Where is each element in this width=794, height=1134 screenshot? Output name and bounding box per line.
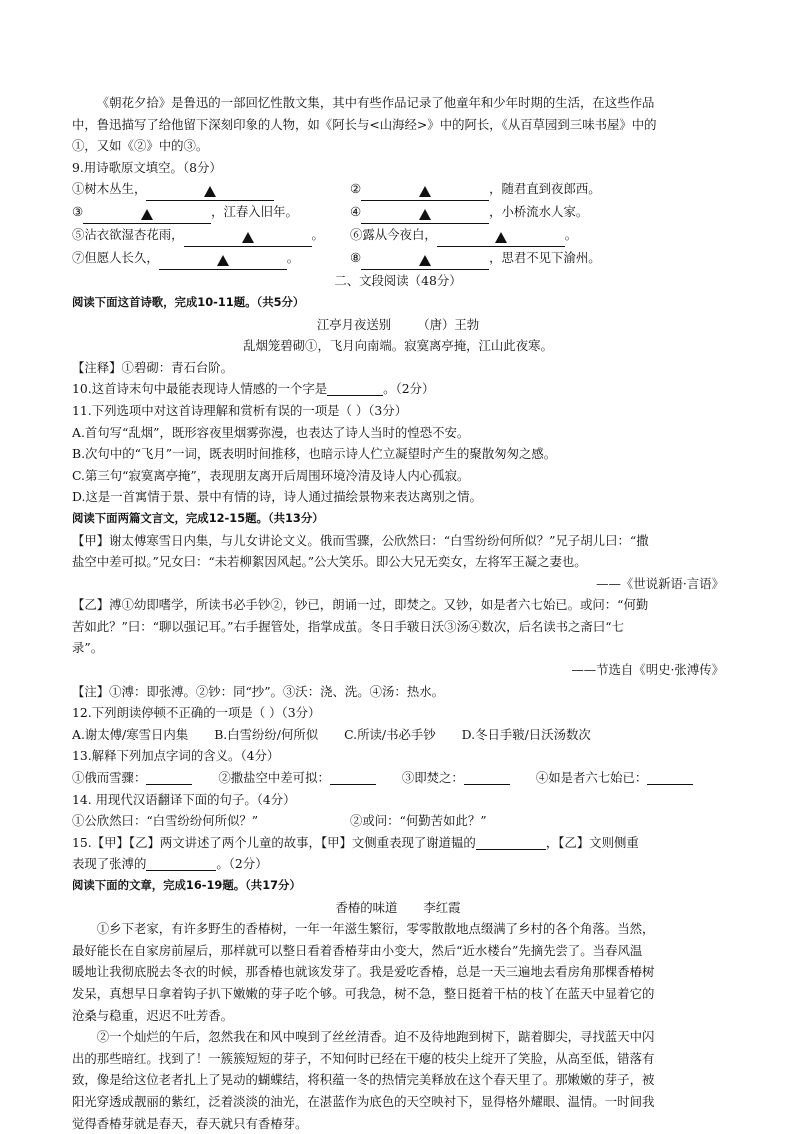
q12-option-d: D.冬日手皲/日沃汤数次 bbox=[461, 726, 591, 742]
q9-title: 9.用诗歌原文填空。（8分） bbox=[72, 159, 222, 175]
q15-line-1: 15.【甲】【乙】两文讲述了两个儿童的故事，【甲】文侧重表现了谢道韫的 ，【乙】文则侧重 bbox=[72, 834, 639, 850]
answer-blank[interactable] bbox=[159, 255, 287, 270]
essay-p1-line-3: 暖地让我彻底脱去冬衣的时候，那香椿也就该发芽了。我是爱吃香椿，总是一天三遍地去看房角那棵香椿树 bbox=[72, 964, 655, 980]
q9-row-3 bbox=[72, 224, 724, 247]
answer-blank[interactable] bbox=[83, 209, 211, 224]
passage-yi-line-3: 录”。 bbox=[72, 640, 104, 656]
essay-p1-line-2: 最好能长在自家房前屋后，那样就可以整日看着香椿芽由小变大，然后“近水楼台”先摘先尝了。当春风温 bbox=[72, 942, 643, 958]
passage-yi-line-1: 【乙】溥①幼即嗜学，所读书必手钞②，钞已，朗诵一过，即焚之。又钞，如是者六七始已。或问：“何勤 bbox=[72, 597, 649, 613]
answer-blank[interactable] bbox=[146, 186, 274, 201]
q9-item-5: ⑤沾衣欲湿杏花雨， 。 bbox=[72, 224, 350, 247]
intro-line-3: ①，又如《②》中的③。 bbox=[72, 138, 209, 154]
poem-title: 江亭月夜送别 bbox=[316, 316, 392, 332]
answer-blank[interactable] bbox=[330, 770, 376, 785]
q11-option-d: D.这是一首寓情于景、景中有情的诗，诗人通过描绘景物来表达离别之情。 bbox=[72, 489, 482, 505]
essay-p2-line-4: 阳光穿透成靓丽的紫红，泛着淡淡的油光，在湛蓝作为底色的天空映衬下，显得格外耀眼、温情。一时间我 bbox=[72, 1093, 655, 1109]
q12-option-c: C.所读/书必手钞 bbox=[344, 726, 436, 742]
q14-sentences bbox=[72, 810, 724, 832]
essay-title: 香椿的味道 bbox=[335, 899, 398, 915]
poem-instruction: 阅读下面这首诗歌，完成10-11题。（共5分） bbox=[72, 294, 305, 309]
q12-options bbox=[72, 724, 724, 746]
answer-blank[interactable] bbox=[464, 770, 510, 785]
answer-blank[interactable] bbox=[361, 186, 489, 201]
passage-jia-line-2: 盐空中差可拟。”兄女曰：“未若柳絮因风起。”公大笑乐。即公大兄无奕女，左将军王凝之妻也。 bbox=[72, 554, 587, 570]
q13-title: 13.解释下列加点字词的含义。（4分） bbox=[72, 748, 280, 764]
q15-line-2: 表现了张溥的 。（2分） bbox=[72, 856, 268, 872]
passage-jia-source: ——《世说新语·言语》 bbox=[596, 575, 724, 591]
answer-blank[interactable] bbox=[476, 835, 546, 850]
q11-option-b: B.次句中的“飞月”一词，既表明时间推移，也暗示诗人伫立凝望时产生的聚散匆匆之感。 bbox=[72, 446, 557, 462]
triangle-marker-icon bbox=[141, 209, 153, 220]
q11-title: 11.下列选项中对这首诗理解和赏析有误的一项是（ ）（3分） bbox=[72, 402, 408, 418]
essay-p1-line-4: 发呆，真想早日拿着钩子扒下嫩嫩的芽子吃个够。可我急，树不急，整日挺着干枯的枝丫在蓝天中显着它的 bbox=[72, 985, 655, 1001]
classical-note: 【注】①溥：即张溥。②钞：同“抄”。③沃：浇、洗。④汤：热水。 bbox=[72, 683, 444, 699]
essay-p1-line-1: ①乡下老家，有许多野生的香椿树，一年一年滋生繁衍，零零散散地点缀满了乡村的各个角落。当然， bbox=[96, 921, 655, 937]
triangle-marker-icon bbox=[419, 186, 431, 197]
q9-item-6: ⑥露从今夜白， 。 bbox=[350, 224, 628, 247]
q11-option-c: C.第三句“寂寞离亭掩”，表现朋友离开后周围环境冷清及诗人内心孤寂。 bbox=[72, 467, 470, 483]
answer-blank[interactable] bbox=[146, 856, 216, 871]
q9-item-3: ③ ，江春入旧年。 bbox=[72, 201, 350, 224]
essay-p2-line-5: 觉得香椿芽就是春天，春天就只有香椿芽。 bbox=[72, 1115, 308, 1131]
q12-title: 12.下列朗读停顿不正确的一项是（ ）（3分） bbox=[72, 705, 321, 721]
q11-option-a: A.首句写“乱烟”，既形容夜里烟雾弥漫，也表达了诗人当时的惶恐不安。 bbox=[72, 424, 470, 440]
answer-blank[interactable] bbox=[437, 232, 565, 247]
triangle-marker-icon bbox=[419, 209, 431, 220]
essay-p2-line-1: ②一个灿烂的午后，忽然我在和风中嗅到了丝丝清香。迫不及待地跑到树下，踮着脚尖，寻找蓝天中闪 bbox=[96, 1029, 655, 1045]
q9-row-4 bbox=[72, 247, 724, 270]
answer-blank[interactable] bbox=[647, 770, 693, 785]
essay-p2-line-3: 致，像是给这位老者扎上了晃动的蝴蝶结，将积蕴一冬的热情完美释放在这个春天里了。那嫩嫩的芽子，被 bbox=[72, 1072, 655, 1088]
q9-row-1 bbox=[72, 178, 724, 201]
answer-blank[interactable] bbox=[361, 255, 489, 270]
triangle-marker-icon bbox=[419, 255, 431, 266]
poem-note: 【注释】①碧砌：青石台阶。 bbox=[72, 359, 234, 375]
passage-jia-line-1: 【甲】谢太傅寒雪日内集，与儿女讲论文义。俄而雪骤，公欣然曰：“白雪纷纷何所似？”兄子胡儿曰：“撒 bbox=[72, 532, 649, 548]
q10: 10.这首诗末句中最能表现诗人情感的一个字是 。（2分） bbox=[72, 381, 435, 397]
answer-blank[interactable] bbox=[361, 209, 489, 224]
intro-line-1: 《朝花夕拾》是鲁迅的一部回忆性散文集，其中有些作品记录了他童年和少年时期的生活，在这些作品 bbox=[96, 95, 655, 110]
answer-blank[interactable] bbox=[327, 381, 383, 396]
q9-item-4: ④ ，小桥流水人家。 bbox=[350, 201, 628, 224]
essay-instruction: 阅读下面的文章，完成16-19题。（共17分） bbox=[72, 878, 301, 892]
essay-p1-line-5: 沧桑与稳重，迟迟不吐芳香。 bbox=[72, 1007, 234, 1023]
triangle-marker-icon bbox=[242, 232, 254, 243]
passage-yi-line-2: 苦如此？”曰：“聊以强记耳。”右手握管处，指掌成茧。冬日手皲日沃③汤④数次，后名读书之斋曰“七 bbox=[72, 618, 624, 634]
triangle-marker-icon bbox=[204, 186, 216, 197]
poem-heading bbox=[72, 314, 724, 336]
section-heading: 二、文段阅读（48分） bbox=[334, 273, 462, 289]
poem-author: （唐）王勃 bbox=[417, 316, 480, 332]
intro-line-2: 中，鲁迅描写了给他留下深刻印象的人物，如《阿长与<山海经>》中的阿长，《从百草园到三味书屋》中的 bbox=[72, 116, 657, 132]
q13-items: ①俄而雪骤： ②撒盐空中差可拟： ③即焚之： ④如是者六七始已： bbox=[72, 767, 724, 789]
answer-blank[interactable] bbox=[184, 232, 312, 247]
q14-sentence-2: ②或问：“何勤苦如此？” bbox=[350, 813, 487, 829]
q12-option-b: B.白雪纷纷/何所似 bbox=[214, 726, 319, 742]
triangle-marker-icon bbox=[217, 255, 229, 266]
triangle-marker-icon bbox=[495, 232, 507, 243]
essay-p2-line-2: 出的那些暗红。找到了！一簇簇短短的芽子，不知何时已经在干瘪的枝尖上绽开了笑脸，从高至低，错落有 bbox=[72, 1050, 655, 1066]
essay-heading bbox=[72, 897, 724, 919]
q9-item-1: ①树木丛生， bbox=[72, 178, 350, 201]
q12-option-a: A.谢太傅/寒雪日内集 bbox=[72, 726, 189, 742]
q9-item-8: ⑧ ，思君不见下渝州。 bbox=[350, 247, 628, 270]
q9-item-7: ⑦但愿人长久， 。 bbox=[72, 247, 350, 270]
passage-yi-source: ——节选自《明史·张溥传》 bbox=[571, 662, 724, 678]
poem-body: 乱烟笼碧砌①，飞月向南端。寂寞离亭掩，江山此夜寒。 bbox=[243, 338, 553, 354]
exam-page bbox=[72, 92, 724, 1134]
essay-author: 李红霞 bbox=[423, 899, 461, 915]
q9-item-2: ② ，随君直到夜郎西。 bbox=[350, 178, 628, 201]
q14-title: 14. 用现代汉语翻译下面的句子。（4分） bbox=[72, 791, 296, 807]
q14-sentence-1: ①公欣然曰：“白雪纷纷何所似？” bbox=[72, 813, 259, 829]
q9-row-2 bbox=[72, 201, 724, 224]
answer-blank[interactable] bbox=[146, 770, 192, 785]
classical-instruction: 阅读下面两篇文言文，完成12-15题。（共13分） bbox=[72, 510, 324, 525]
